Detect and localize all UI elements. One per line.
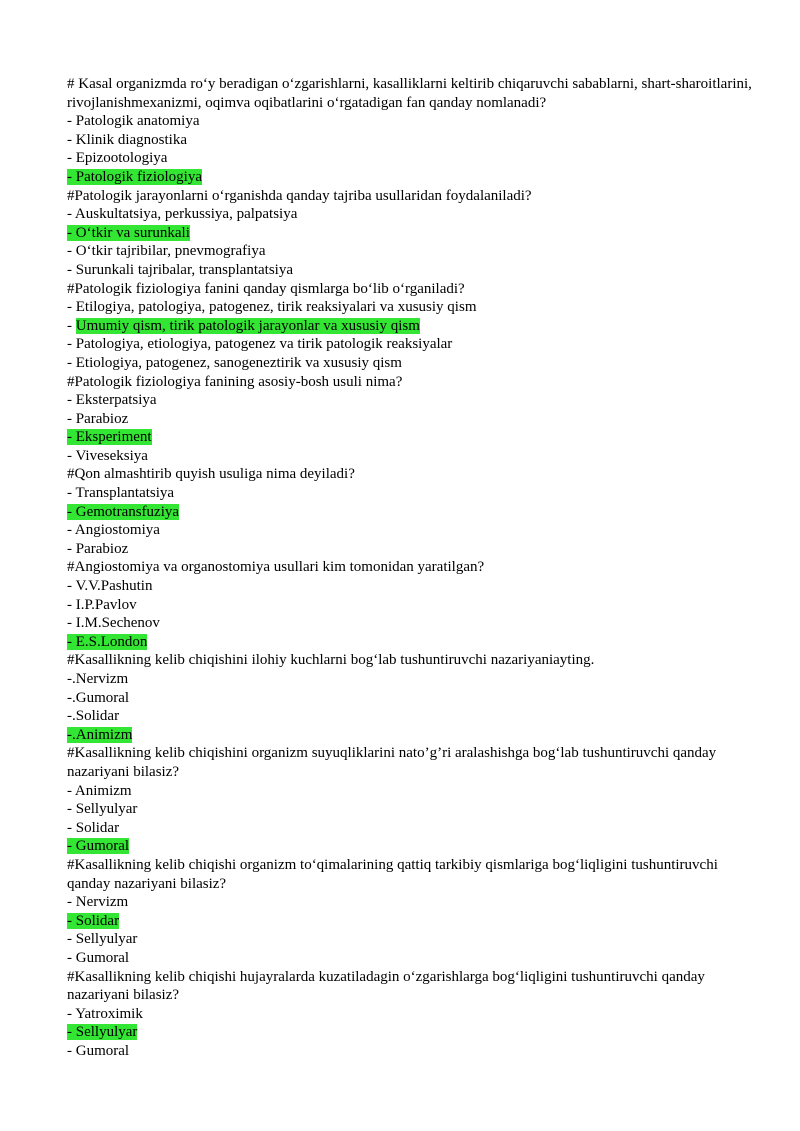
highlighted-answer-text: - Patologik fiziologiya xyxy=(67,168,202,185)
answer-option: - Angiostomiya xyxy=(67,522,160,539)
answer-option: - Eksterpatsiya xyxy=(67,392,157,409)
question-line: #Patologik fiziologiya fanini qanday qismlarga bo‘lib o‘rganiladi? xyxy=(67,280,465,297)
answer-option: - Sellyulyar xyxy=(67,931,138,948)
answer-option: - Gumoral xyxy=(67,949,130,966)
answer-option: - Klinik diagnostika xyxy=(67,131,187,148)
question-line: #Kasallikning kelib chiqishi hujayralarda kuzatiladagin o‘zgarishlarga bog‘liqligini tushuntiruvchi qanday nazariyani bilasiz? xyxy=(67,968,709,1004)
question-line: #Patologik jarayonlarni o‘rganishda qanday tajriba usullaridan foydalaniladi? xyxy=(67,187,532,204)
answer-option: - Etiologiya, patogenez, sanogeneztirik va xususiy qism xyxy=(67,354,402,371)
answer-option: - Parabioz xyxy=(67,540,129,557)
question-line: #Kasallikning kelib chiqishini organizm suyuqliklarini nato’g’ri aralashishga bog‘lab tushuntiruvchi qanday nazariyani bilasiz? xyxy=(67,745,720,780)
answer-option: - Solidar xyxy=(67,819,120,836)
correct-answer-option xyxy=(67,224,757,243)
question-line: #Patologik fiziologiya fanining asosiy-bosh usuli nima? xyxy=(67,373,403,390)
question-line: # Kasal organizmda ro‘y beradigan o‘zgarishlarni, kasalliklarni keltirib chiqaruvchi sabablarni, shart-sharoitlarini, rivojlanishmexanizmi, oqimva oqibatlarini o‘rgatadigan fan qanday nomlanadi? xyxy=(67,76,756,111)
answer-option: - Auskultatsiya, perkussiya, palpatsiya xyxy=(67,206,298,223)
answer-option: -.Gumoral xyxy=(67,689,130,706)
highlighted-answer-text: - Sellyulyar xyxy=(67,1024,138,1041)
correct-answer-option xyxy=(67,837,757,856)
answer-option: - Patologiya, etiologiya, patogenez va tirik patologik reaksiyalar xyxy=(67,336,453,353)
answer-option: - Viveseksiya xyxy=(67,447,148,464)
highlighted-answer-text: - O‘tkir va surunkali xyxy=(67,224,190,241)
highlighted-answer-text: - Gemotransfuziya xyxy=(67,503,180,520)
correct-answer-option xyxy=(67,912,757,931)
option-prefix: - xyxy=(67,317,76,334)
highlighted-answer-text: -.Animizm xyxy=(67,726,133,743)
highlighted-answer-text: - Solidar xyxy=(67,912,120,929)
answer-option: - Gumoral xyxy=(67,1042,130,1059)
answer-option: - Patologik anatomiya xyxy=(67,113,200,130)
question-line: #Kasallikning kelib chiqishi organizm to‘qimalarining qattiq tarkibiy qismlariga bog‘liqligini tushuntiruvchi qanday nazariyani bilasiz? xyxy=(67,856,722,892)
question-line: #Angiostomiya va organostomiya usullari kim tomonidan yaratilgan? xyxy=(67,559,485,576)
question-line: #Kasallikning kelib chiqishini ilohiy kuchlarni bog‘lab tushuntiruvchi nazariyaniayting. xyxy=(67,652,595,669)
correct-answer-option xyxy=(67,428,757,447)
answer-option: -.Nervizm xyxy=(67,671,129,687)
highlighted-answer-text: Umumiy qism, tirik patologik jarayonlar va xususiy qism xyxy=(75,317,420,334)
highlighted-answer-text: - E.S.London xyxy=(67,633,148,650)
highlighted-answer-text: - Gumoral xyxy=(67,838,130,855)
question-line: #Qon almashtirib quyish usuliga nima deyiladi? xyxy=(67,466,355,483)
answer-option: - Parabioz xyxy=(67,410,129,427)
answer-option: - Yatroximik xyxy=(67,1005,143,1022)
answer-option: - Surunkali tajribalar, transplantatsiya xyxy=(67,261,293,278)
answer-option: - O‘tkir tajribilar, pnevmografiya xyxy=(67,243,266,260)
correct-answer-option xyxy=(67,633,757,652)
document-page xyxy=(67,75,757,1060)
correct-answer-option xyxy=(67,726,757,745)
answer-option: - Epizootologiya xyxy=(67,150,168,167)
correct-answer-option xyxy=(67,317,757,336)
answer-option: - Animizm xyxy=(67,782,132,799)
correct-answer-option xyxy=(67,168,757,187)
highlighted-answer-text: - Eksperiment xyxy=(67,429,152,446)
correct-answer-option xyxy=(67,1023,757,1042)
answer-option: - I.P.Pavlov xyxy=(67,596,137,613)
correct-answer-option xyxy=(67,503,757,522)
answer-option: - Nervizm xyxy=(67,894,129,911)
answer-option: - Transplantatsiya xyxy=(67,485,175,502)
answer-option: - I.M.Sechenov xyxy=(67,615,160,632)
answer-option: -.Solidar xyxy=(67,708,120,725)
answer-option: - Sellyulyar xyxy=(67,801,138,818)
answer-option: - V.V.Pashutin xyxy=(67,578,153,595)
answer-option: - Etilogiya, patologiya, patogenez, tirik reaksiyalari va xususiy qism xyxy=(67,299,477,316)
